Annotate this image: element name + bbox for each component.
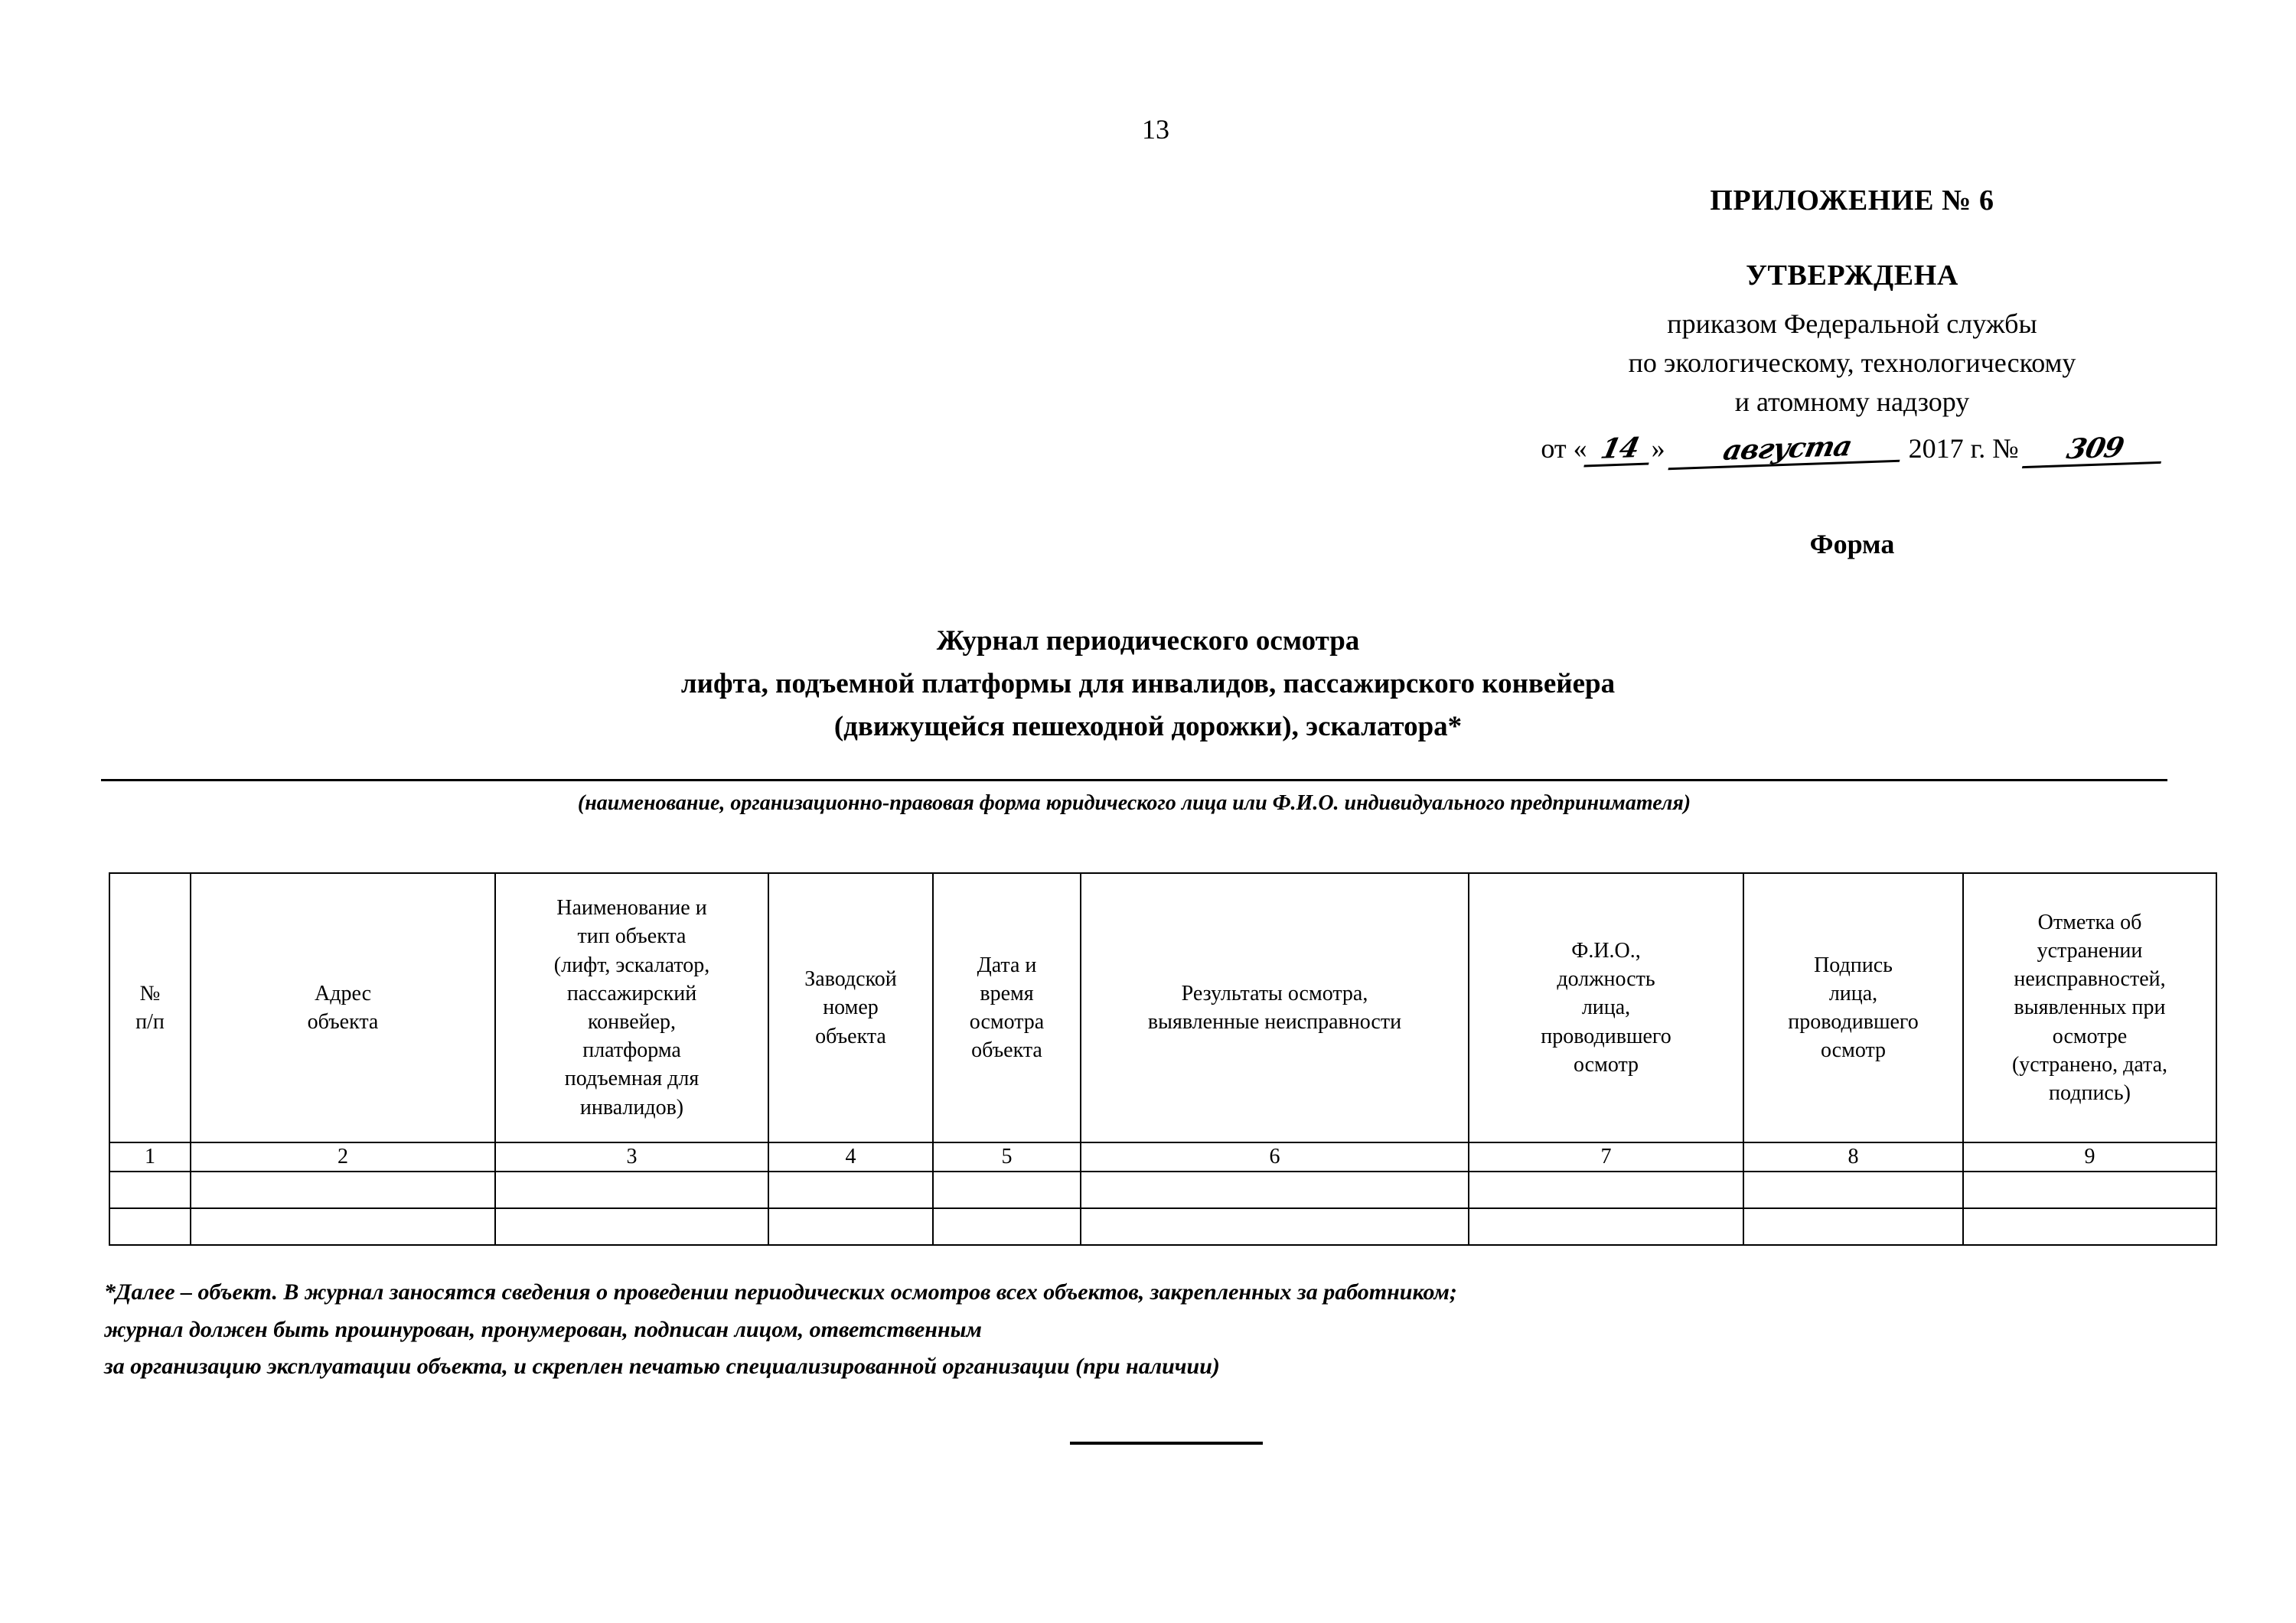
column-header-object-name-type: Наименование и тип объекта (лифт, эскалатор, пассажирский конвейер, платформа подъемная для инвалидов) xyxy=(495,873,768,1142)
footnote-line-1: *Далее – объект. В журнал заносятся сведения о проведении периодических осмотров всех объектов, закрепленных за работником; xyxy=(104,1279,1457,1305)
document-title xyxy=(115,620,2181,749)
order-number-field[interactable]: 309 xyxy=(2022,432,2167,468)
cell-inspector-signature[interactable] xyxy=(1743,1172,1963,1208)
column-number-4: 4 xyxy=(768,1142,933,1172)
cell-number[interactable] xyxy=(109,1208,191,1245)
column-number-8: 8 xyxy=(1743,1142,1963,1172)
cell-inspector-signature[interactable] xyxy=(1743,1208,1963,1245)
date-day-field[interactable]: 14 xyxy=(1583,434,1655,468)
cell-defect-resolution[interactable] xyxy=(1963,1208,2216,1245)
approval-block xyxy=(1485,184,2219,466)
cell-inspection-results[interactable] xyxy=(1081,1208,1469,1245)
approval-authority-line-1: приказом Федеральной службы xyxy=(1667,308,2037,339)
date-year-label: 2017 г. № xyxy=(1908,433,2019,464)
organization-name-rule[interactable] xyxy=(101,779,2167,781)
cell-inspection-results[interactable] xyxy=(1081,1172,1469,1208)
date-quote-close-label: » xyxy=(1651,433,1665,464)
approval-authority-line-2: по экологическому, технологическому xyxy=(1628,347,2076,379)
cell-address[interactable] xyxy=(191,1172,495,1208)
column-number-1: 1 xyxy=(109,1142,191,1172)
column-header-inspector-signature: Подпись лица, проводившего осмотр xyxy=(1743,873,1963,1142)
cell-inspection-datetime[interactable] xyxy=(933,1172,1081,1208)
footnote-line-2: журнал должен быть прошнурован, пронумерован, подписан лицом, ответственным xyxy=(104,1316,982,1342)
approval-authority-line-3: и атомному надзору xyxy=(1734,386,1970,418)
column-header-inspector-name-position: Ф.И.О., должность лица, проводившего осмотр xyxy=(1469,873,1743,1142)
column-header-number: № п/п xyxy=(109,873,191,1142)
cell-address[interactable] xyxy=(191,1208,495,1245)
document-title-line-3: (движущейся пешеходной дорожки), эскалатора* xyxy=(833,711,1463,743)
cell-factory-number[interactable] xyxy=(768,1172,933,1208)
cell-inspection-datetime[interactable] xyxy=(933,1208,1081,1245)
table-header-row xyxy=(109,873,2216,1142)
bottom-divider xyxy=(1070,1442,1263,1445)
form-label: Форма xyxy=(1809,529,1895,559)
cell-object-name-type[interactable] xyxy=(495,1208,768,1245)
column-number-9: 9 xyxy=(1963,1142,2216,1172)
column-header-inspection-datetime: Дата и время осмотра объекта xyxy=(933,873,1081,1142)
appendix-title: ПРИЛОЖЕНИЕ № 6 xyxy=(1710,184,1994,217)
journal-table xyxy=(109,872,2217,1246)
column-header-address: Адрес объекта xyxy=(191,873,495,1142)
cell-number[interactable] xyxy=(109,1172,191,1208)
page-number: 13 xyxy=(1142,114,1169,145)
column-number-5: 5 xyxy=(933,1142,1081,1172)
column-header-factory-number: Заводской номер объекта xyxy=(768,873,933,1142)
cell-inspector-name-position[interactable] xyxy=(1469,1172,1743,1208)
footnote xyxy=(104,1274,2209,1386)
column-number-3: 3 xyxy=(495,1142,768,1172)
column-number-row xyxy=(109,1142,2216,1172)
column-header-inspection-results: Результаты осмотра, выявленные неисправности xyxy=(1081,873,1469,1142)
journal-table-wrapper xyxy=(109,872,2216,1246)
footnote-line-3: за организацию эксплуатации объекта, и скреплен печатью специализированной организации (при наличии) xyxy=(104,1354,1220,1380)
date-prefix-label: от « xyxy=(1541,433,1587,464)
approval-date-line xyxy=(1485,432,2219,466)
document-title-line-1: Журнал периодического осмотра xyxy=(936,625,1360,657)
approved-heading: УТВЕРЖДЕНА xyxy=(1746,259,1958,292)
document-title-line-2: лифта, подъемной платформы для инвалидов, пассажирского конвейера xyxy=(680,668,1616,700)
column-number-7: 7 xyxy=(1469,1142,1743,1172)
column-header-defect-resolution: Отметка об устранении неисправностей, выявленных при осмотре (устранено, дата, подпись) xyxy=(1963,873,2216,1142)
cell-defect-resolution[interactable] xyxy=(1963,1172,2216,1208)
table-row[interactable] xyxy=(109,1208,2216,1245)
column-number-6: 6 xyxy=(1081,1142,1469,1172)
table-row[interactable] xyxy=(109,1172,2216,1208)
cell-object-name-type[interactable] xyxy=(495,1172,768,1208)
date-month-field[interactable]: августа xyxy=(1668,431,1906,470)
cell-factory-number[interactable] xyxy=(768,1208,933,1245)
column-number-2: 2 xyxy=(191,1142,495,1172)
cell-inspector-name-position[interactable] xyxy=(1469,1208,1743,1245)
organization-name-caption: (наименование, организационно-правовая форма юридического лица или Ф.И.О. индивидуального предпринимателя) xyxy=(577,791,1691,815)
